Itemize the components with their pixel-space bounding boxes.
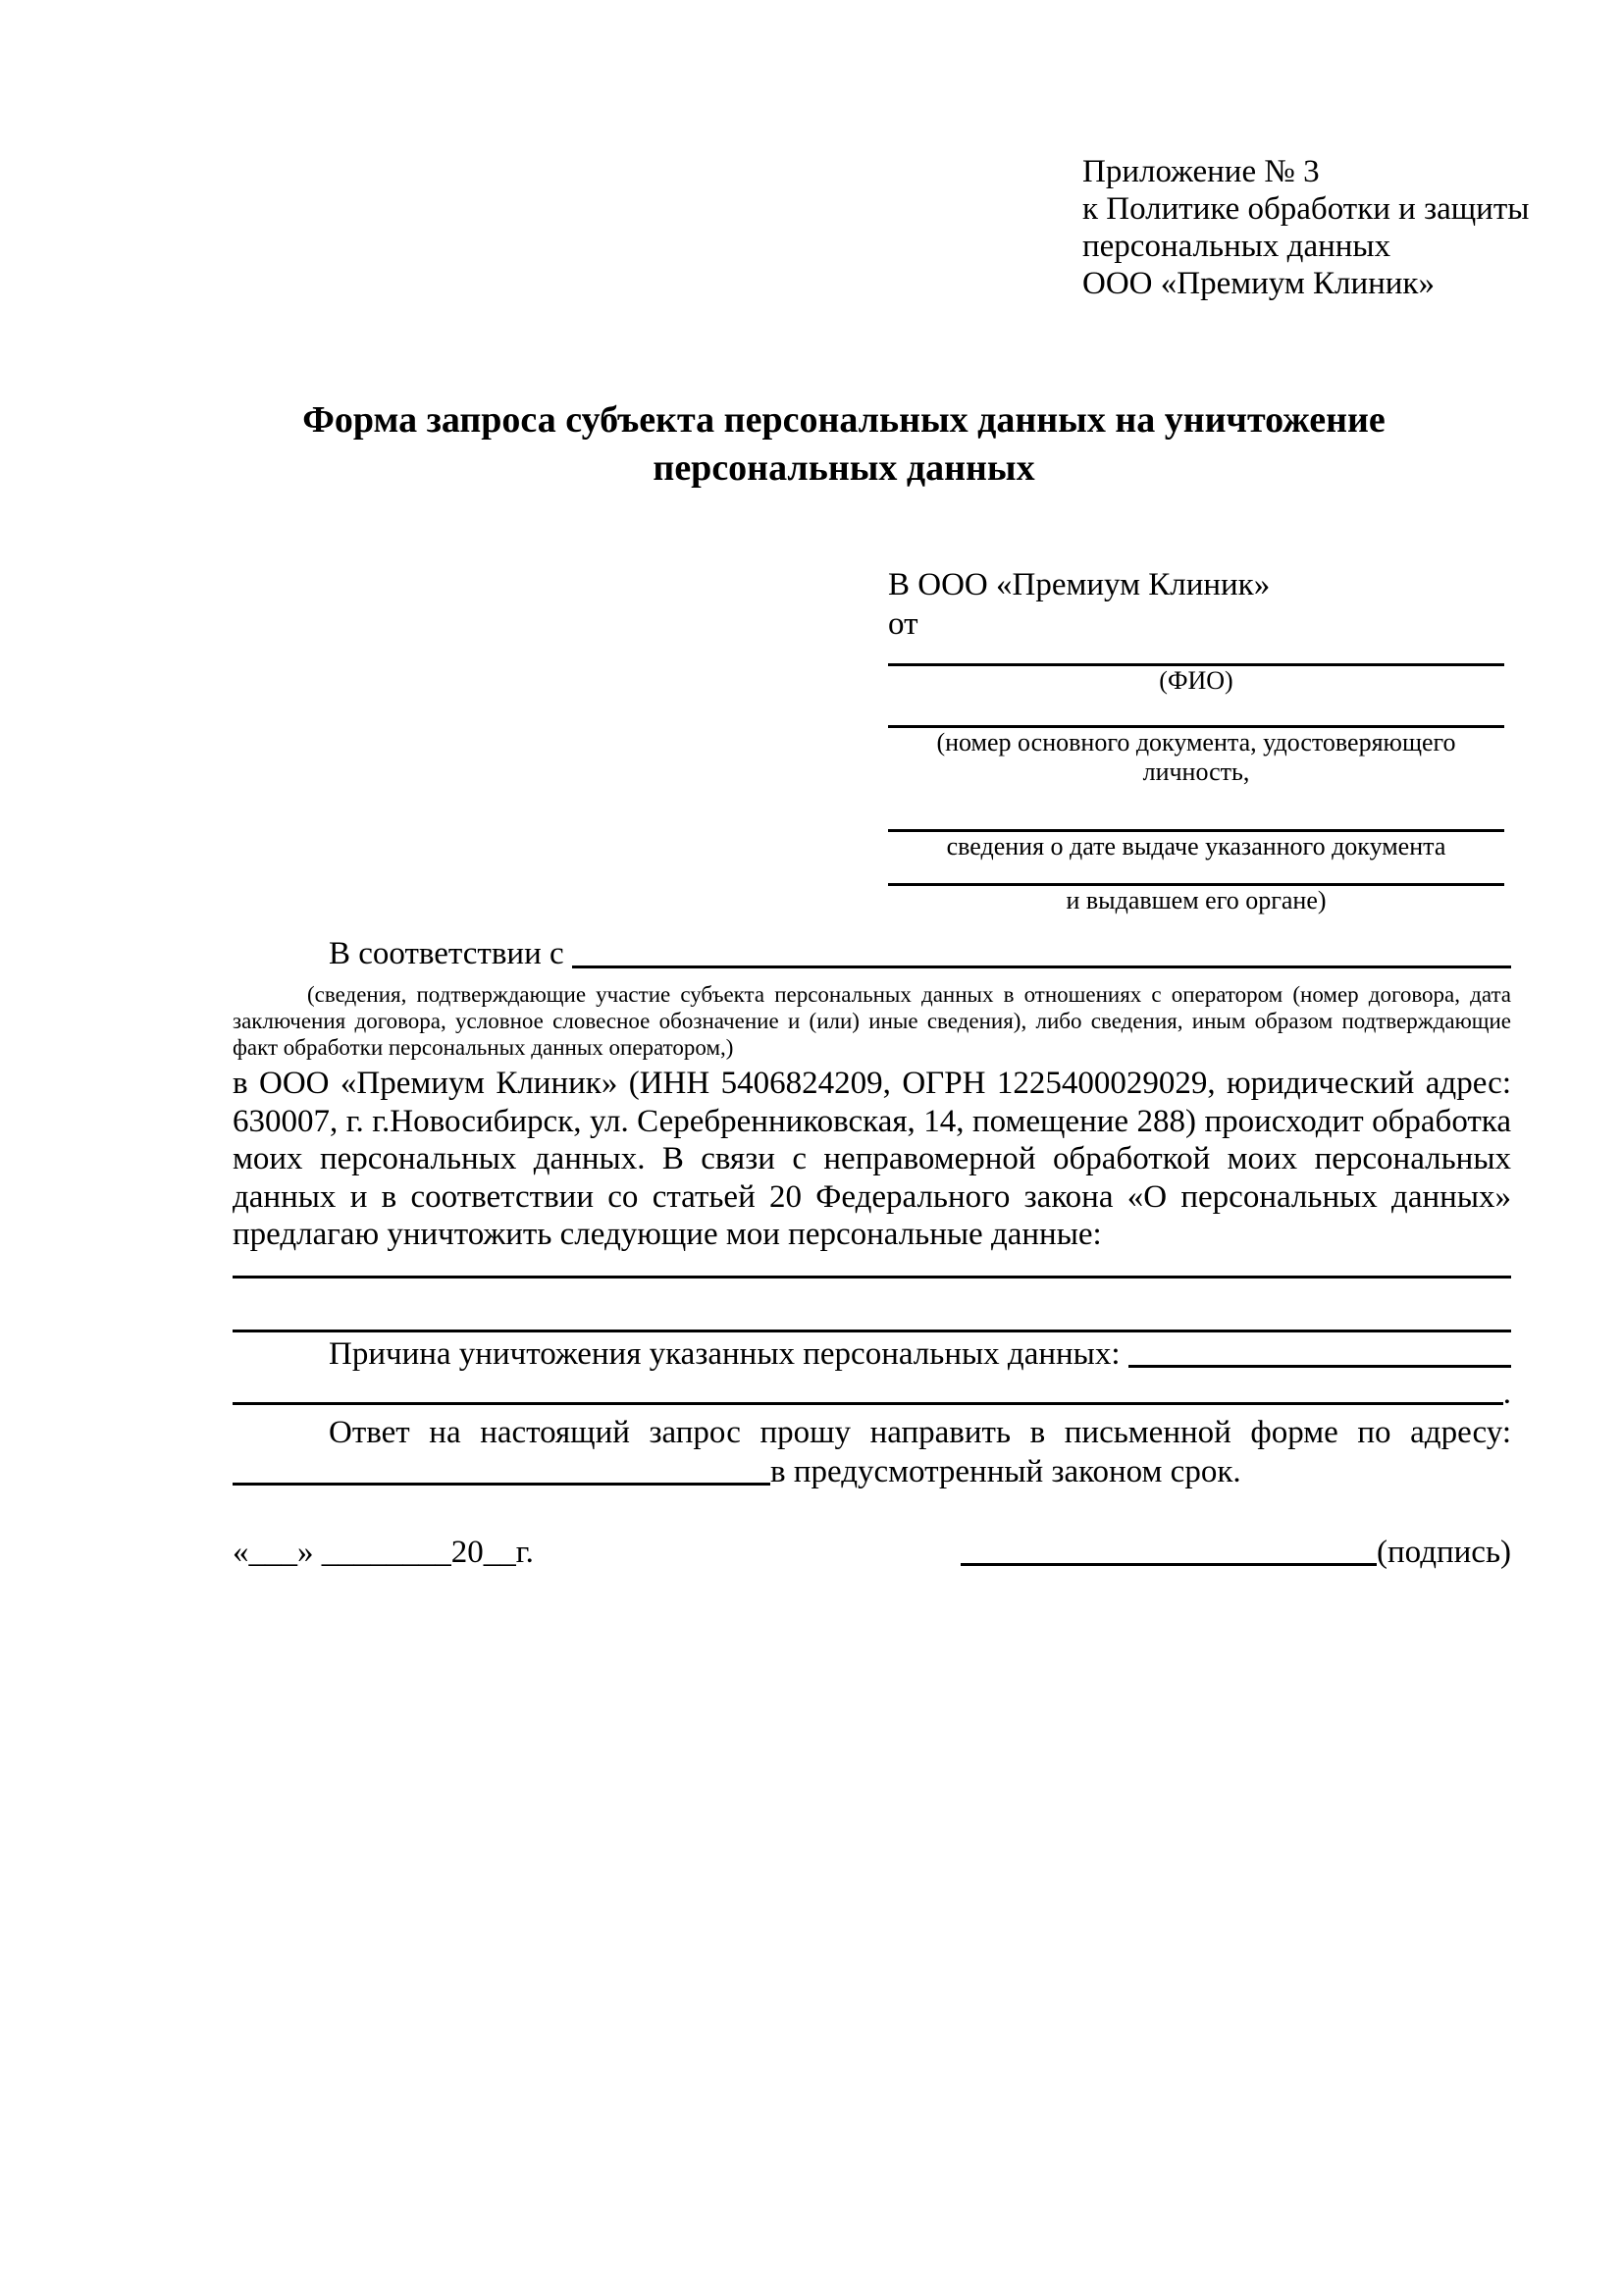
reason-row — [233, 1334, 1511, 1374]
signature-caption: (подпись) — [1377, 1535, 1511, 1570]
accordance-blank-line — [572, 934, 1511, 968]
signature-blank-line — [961, 1531, 1377, 1566]
annex-reference — [1082, 153, 1529, 302]
address-row — [233, 1452, 1511, 1491]
from-label: от — [888, 606, 918, 642]
main-paragraph: в ООО «Премиум Клиник» (ИНН 5406824209, ОГРН 1225400029029, юридический адрес: 630007, г. г.Новосибирск, ул. Серебренниковская, 14, помещение 288) происходит обработка моих персональных данных. В связи с неправомерной обработкой моих персональных данных и в соответствии со статьей 20 Федерального закона «О персональных данных» предлагаю уничтожить следующие мои персональные данные: — [233, 1066, 1511, 1252]
reason-continuation-row — [233, 1374, 1511, 1413]
fio-caption: (ФИО) — [1159, 666, 1233, 695]
document-caption-line1: (номер основного документа, удостоверяющего личность, — [936, 728, 1456, 786]
annex-line: персональных данных — [1082, 229, 1391, 264]
response-paragraph: Ответ на настоящий запрос прошу направить в письменной форме по адресу: — [329, 1414, 1511, 1450]
personal-data-blank-line — [233, 1330, 1511, 1332]
addressee-organization: В ООО «Премиум Клиник» — [888, 567, 1271, 602]
personal-data-blank-line — [233, 1276, 1511, 1278]
reason-blank-line — [233, 1374, 1503, 1405]
annex-line: Приложение № 3 — [1082, 154, 1320, 189]
sentence-end-period: . — [1502, 1375, 1511, 1411]
reason-blank-line — [1128, 1334, 1511, 1368]
accordance-row — [233, 934, 1511, 973]
signature-group — [961, 1531, 1511, 1574]
annex-line: к Политике обработки и защиты — [1082, 191, 1530, 227]
annex-line: ООО «Премиум Клиник» — [1082, 266, 1435, 301]
accordance-note: (сведения, подтверждающие участие субъекта персональных данных в отношениях с оператором (номер договора, дата заключения договора, условное словесное обозначение и (или) иные сведения), либо сведения, иным образом подтверждающие факт обработки персональных данных оператором,) — [233, 982, 1511, 1060]
document-caption-line3: и выдавшем его органе) — [1066, 886, 1327, 914]
date-blank: «___» ________20__г. — [233, 1535, 534, 1570]
date-signature-row — [233, 1531, 1511, 1574]
addressee-block — [888, 565, 1504, 915]
page-title: Форма запроса субъекта персональных данных на уничтожение персональных данных — [302, 399, 1386, 489]
response-tail: в предусмотренный законом срок. — [770, 1453, 1241, 1489]
accordance-label: В соответствии с — [329, 936, 564, 971]
main-text-block — [233, 934, 1511, 1491]
address-blank-line — [233, 1452, 770, 1486]
document-caption-line2: сведения о дате выдаче указанного документа — [946, 832, 1446, 861]
reason-label: Причина уничтожения указанных персональных данных: — [329, 1335, 1121, 1372]
